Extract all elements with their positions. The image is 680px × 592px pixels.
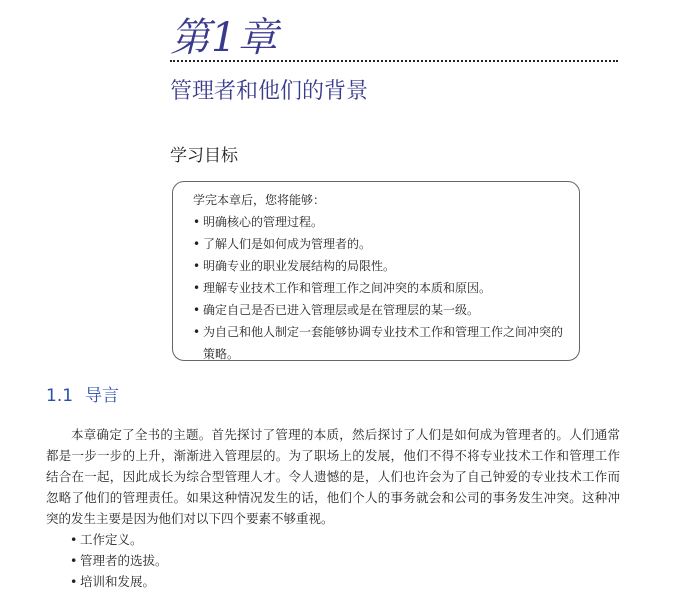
section-heading [46, 384, 119, 408]
section-title: 导言 [85, 386, 120, 406]
objective-item: • 理解专业技术工作和管理工作之间冲突的本质和原因。 [193, 277, 569, 299]
objective-item: • 确定自己是否已进入管理层或是在管理层的某一级。 [193, 299, 569, 321]
objective-item: • 为自己和他人制定一套能够协调专业技术工作和管理工作之间冲突的策略。 [193, 321, 569, 365]
section-body [46, 424, 620, 592]
factor-item: • 工作定义。 [70, 529, 620, 550]
objective-item: • 了解人们是如何成为管理者的。 [193, 233, 569, 255]
chapter-title: 第1章 [170, 15, 279, 61]
factor-item: • 培训和发展。 [70, 571, 620, 592]
objectives-intro: 学完本章后，您将能够： [193, 193, 326, 207]
intro-paragraph: 本章确定了全书的主题。首先探讨了管理的本质，然后探讨了人们是如何成为管理者的。人们通常都是一步一步的上升，渐渐进入管理层的。为了职场上的发展，他们不得不将专业技术工作和管理工作结合在一起，因此成长为综合型管理人才。令人遗憾的是，人们也许会为了自己钟爱的专业技术工作而忽略了他们的管理责任。如果这种情况发生的话，他们个人的事务就会和公司的事务发生冲突。这种冲突的发生主要是因为他们对以下四个要素不够重视。 [46, 427, 620, 526]
chapter-subtitle: 管理者和他们的背景 [170, 79, 369, 104]
objective-item: • 明确专业的职业发展结构的局限性。 [193, 255, 569, 277]
learning-objectives-box [172, 181, 580, 361]
section-number: 1.1 [46, 386, 74, 406]
objective-item: • 明确核心的管理过程。 [193, 211, 569, 233]
learning-objectives-heading: 学习目标 [170, 146, 238, 166]
factor-item: • 管理者的选拔。 [70, 550, 620, 571]
title-divider [170, 60, 618, 62]
objectives-list [193, 211, 569, 365]
